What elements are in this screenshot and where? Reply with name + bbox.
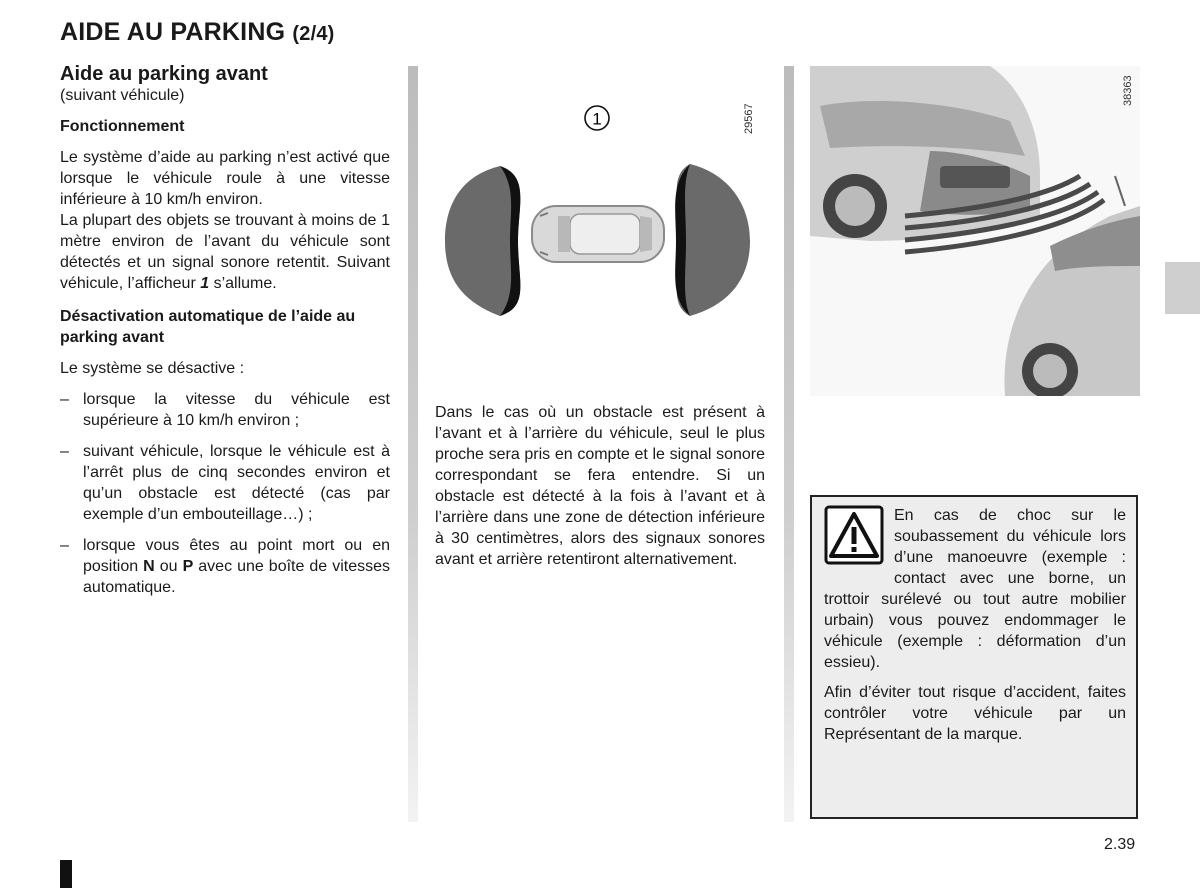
operation-title: Fonctionnement	[60, 118, 185, 135]
warning-box	[810, 495, 1138, 819]
callout-label: 1	[592, 109, 602, 129]
warning-triangle-icon	[824, 505, 884, 565]
left-column	[60, 62, 390, 608]
column-divider	[408, 66, 418, 822]
list-item: – suivant véhicule, lorsque le véhicule est à l’arrêt plus de cinq secondes environ et qu’un obstacle est détecté (cas par exemple d’un embouteillage…) ;	[60, 441, 390, 525]
figure-ref-number: 38363	[1122, 75, 1134, 106]
column-divider	[784, 66, 794, 822]
operation-paragraph-2	[60, 210, 390, 294]
operation-paragraph-2-end: s’allume.	[209, 275, 277, 292]
page-number: 2.39	[1104, 836, 1136, 853]
display-reference: 1	[200, 275, 210, 292]
operation-paragraph-2-start: La plupart des objets se trouvant à moins de 1 mètre environ de l’avant du véhicule sont détectés et un signal sonore retentit. Suivant véhicule, l’afficheur	[60, 212, 390, 292]
page-index: (2/4)	[292, 23, 335, 45]
figure-ref-number: 29567	[743, 103, 755, 134]
list-item: – lorsque vous êtes au point mort ou en position N ou P avec une boîte de vitesses automatique.	[60, 535, 390, 598]
operation-paragraph-1: Le système d’aide au parking n’est activé que lorsque le véhicule roule à une vitesse inférieure à 10 km/h environ.	[60, 149, 390, 208]
middle-paragraph: Dans le cas où un obstacle est présent à l’avant et à l’arrière du véhicule, seul le plus proche sera pris en compte et le signal sonore correspondant se fera entendre. Si un obstacle est détecté à la fois à l’avant et à l’arrière dans une zone de détection inférieure à 30 centimètres, alors des signaux sonores avant et arrière retentiront alternativement.	[435, 404, 765, 568]
edge-mark	[60, 860, 72, 888]
chapter-tab	[1165, 262, 1200, 314]
parking-scene-figure	[810, 66, 1140, 396]
deactivation-intro: Le système se désactive :	[60, 360, 245, 377]
parking-zones-illustration	[420, 66, 780, 386]
page-title-text: AIDE AU PARKING	[60, 18, 286, 46]
parking-zones-figure	[420, 66, 780, 386]
list-item: – lorsque la vitesse du véhicule est supérieure à 10 km/h environ ;	[60, 389, 390, 431]
deactivation-title: Désactivation automatique de l’aide au parking avant	[60, 308, 356, 346]
warning-paragraph-1: En cas de choc sur le soubassement du véhicule lors d’une manoeuvre (exemple : contact avec une borne, un trottoir surélevé ou tout autre mobilier urbain) vous pouvez endommager le véhicule (exemple : déformation d’un essieu).	[824, 507, 1126, 671]
section-subheading: (suivant véhicule)	[60, 87, 185, 104]
section-heading: Aide au parking avant	[60, 63, 268, 85]
warning-paragraph-2: Afin d’éviter tout risque d’accident, faites contrôler votre véhicule par un Représentant de la marque.	[824, 684, 1126, 743]
page-title	[60, 18, 335, 47]
parking-scene-illustration	[810, 66, 1140, 396]
deactivation-list	[60, 389, 390, 598]
middle-column	[435, 402, 765, 570]
